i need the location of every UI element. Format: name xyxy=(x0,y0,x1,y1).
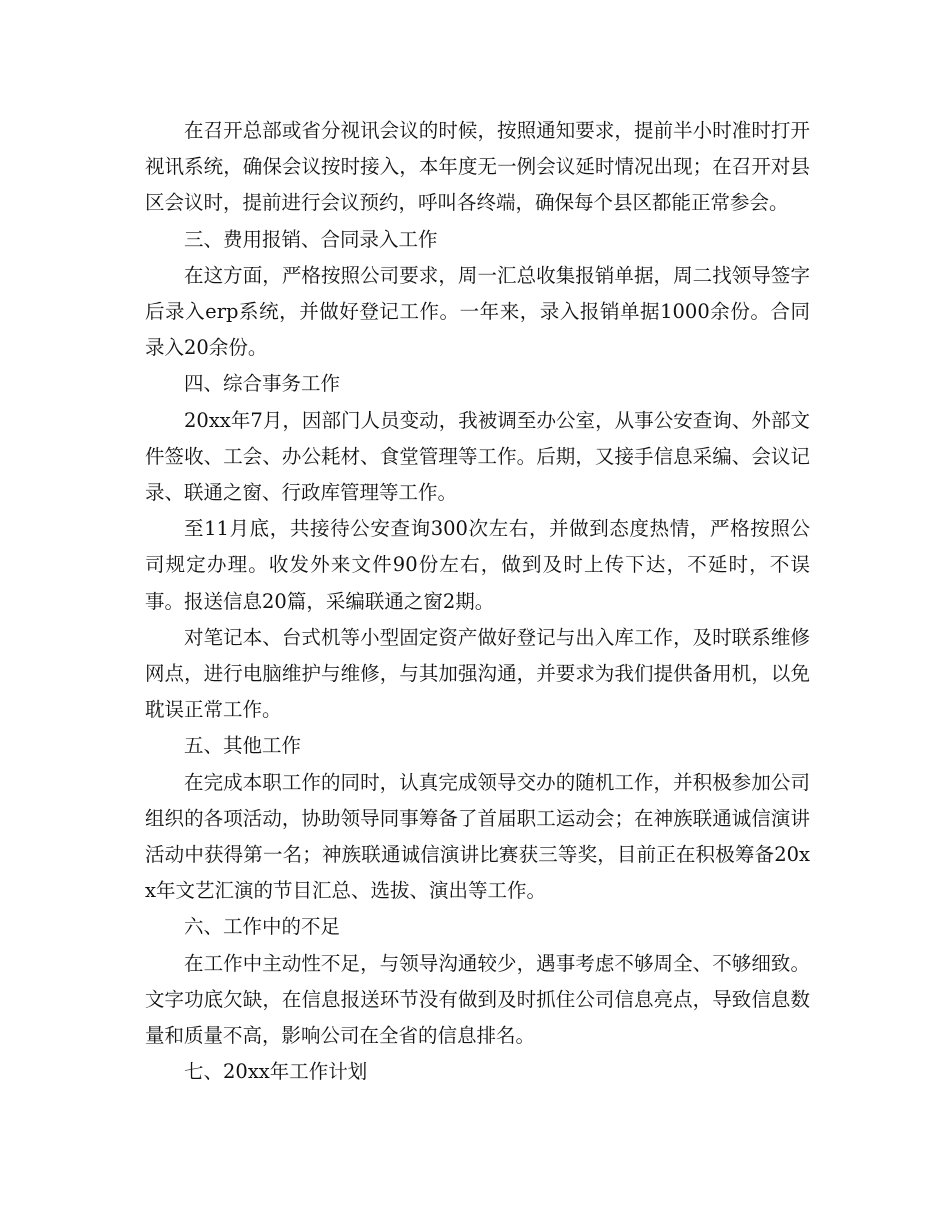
paragraph-general-affairs: 20xx年7月，因部门人员变动，我被调至办公室，从事公安查询、外部文件签收、工会、办公耗材、食堂管理等工作。后期，又接手信息采编、会议记录、联通之窗、行政库管理等工作。 xyxy=(145,408,810,505)
section-heading-work-plan: 七、20xx年工作计划 xyxy=(184,1060,368,1084)
paragraph-police-query: 至11月底，共接待公安查询300次左右，并做到态度热情，严格按照公司规定办理。收发外来文件90份左右，做到及时上传下达，不延时，不误事。报送信息20篇，采编联通之窗2期。 xyxy=(145,517,810,613)
section-heading-other-work: 五、其他工作 xyxy=(184,734,302,758)
section-heading-general-affairs: 四、综合事务工作 xyxy=(184,372,341,396)
paragraph-video-conference: 在召开总部或省分视讯会议的时候，按照通知要求，提前半小时准时打开视讯系统，确保会议按时接入，本年度无一例会议延时情况出现；在召开对县区会议时，提前进行会议预约，呼叫各终端，确保每个县区都能正常参会。 xyxy=(145,119,810,215)
paragraph-assets: 对笔记本、台式机等小型固定资产做好登记与出入库工作，及时联系维修网点，进行电脑维护与维修，与其加强沟通，并要求为我们提供备用机，以免耽误正常工作。 xyxy=(145,625,810,722)
paragraph-expense: 在这方面，严格按照公司要求，周一汇总收集报销单据，周二找领导签字后录入erp系统，并做好登记工作。一年来，录入报销单据1000余份。合同录入20余份。 xyxy=(145,263,810,360)
document-body xyxy=(145,113,810,1090)
section-heading-shortcomings: 六、工作中的不足 xyxy=(184,915,341,939)
paragraph-other-work: 在完成本职工作的同时，认真完成领导交办的随机工作，并积极参加公司组织的各项活动，协助领导同事筹备了首届职工运动会；在神族联通诚信演讲活动中获得第一名；神族联通诚信演讲比赛获三等奖，目前正在积极筹备20xx年文艺汇演的节目汇总、选拔、演出等工作。 xyxy=(145,770,810,903)
section-heading-expense: 三、费用报销、合同录入工作 xyxy=(184,227,438,251)
paragraph-shortcomings: 在工作中主动性不足，与领导沟通较少，遇事考虑不够周全、不够细致。文字功底欠缺，在信息报送环节没有做到及时抓住公司信息亮点，导致信息数量和质量不高，影响公司在全省的信息排名。 xyxy=(145,951,810,1048)
